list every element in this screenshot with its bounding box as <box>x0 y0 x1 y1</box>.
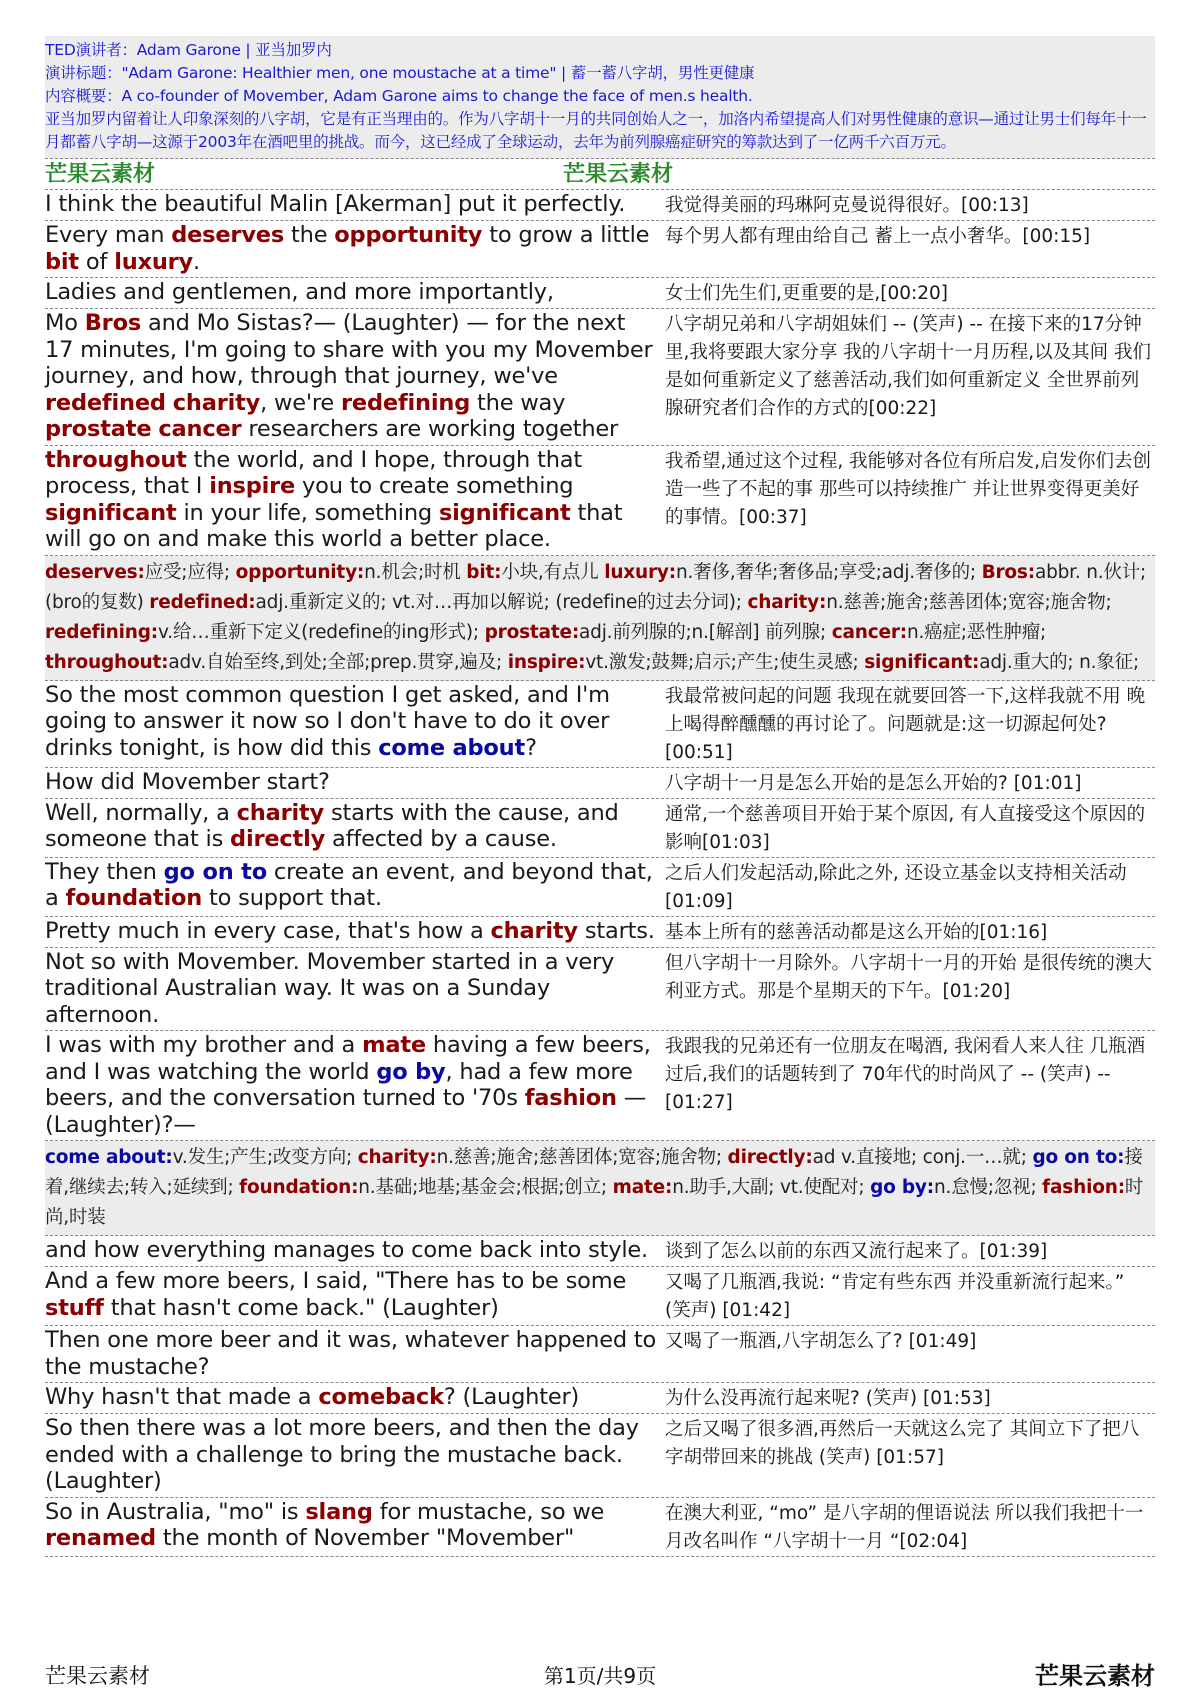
keyword: Bros <box>84 310 142 336</box>
vocab-definition: 接着,继续去;转入;延续到; <box>45 1147 1143 1198</box>
vocab-term: Bros: <box>981 561 1035 583</box>
sentence-text: Well, normally, a <box>45 799 237 826</box>
transcript-row <box>45 1498 1155 1557</box>
english-sentence <box>45 278 657 308</box>
chinese-translation: 八字胡十一月是怎么开始的是怎么开始的? [01:01] <box>665 772 1082 794</box>
vocab-term: luxury: <box>604 561 676 583</box>
keyword: deserves <box>171 222 285 248</box>
keyword: stuff <box>45 1294 104 1321</box>
vocab-definition: 小块,有点儿 <box>501 561 599 583</box>
vocab-term: cancer: <box>831 621 907 643</box>
chinese-translation: 我跟我的兄弟还有一位朋友在喝酒, 我闲看人来人往 几瓶酒过后,我们的话题转到了 70年代的时尚风了 -- (笑声) --[01:27] <box>665 1036 1146 1113</box>
vocab-term: go by: <box>870 1177 934 1198</box>
transcript-row <box>45 799 1155 858</box>
vocab-term: foundation: <box>239 1177 359 1198</box>
sentence-text: So the most common question I get asked, and I'm going to answer it now so I don't have to do it over drinks tonight, is how did this <box>45 681 610 761</box>
english-sentence <box>45 858 657 916</box>
transcript-block-3 <box>45 1236 1155 1557</box>
vocab-term: prostate: <box>484 621 580 643</box>
sentence-text: , we're <box>260 389 342 416</box>
keyword: charity <box>172 389 261 416</box>
chinese-translation: 谈到了怎么以前的东西又流行起来了。[01:39] <box>665 1241 1048 1262</box>
vocab-term: redefined: <box>149 591 256 613</box>
sentence-text: create an event, and beyond that, a <box>45 858 653 911</box>
vocab-definition: n.奢侈,奢华;奢侈品;享受;adj.奢侈的; <box>675 561 976 583</box>
transcript-row <box>45 917 1155 948</box>
vocab-definition: v.给…重新下定义(redefine的ing形式); <box>157 621 479 643</box>
keyword: prostate <box>45 416 152 442</box>
sentence-text: the month of November "Movember" <box>155 1525 575 1551</box>
footer-watermark-right: 芒果云素材 <box>1035 1661 1155 1690</box>
vocab-definition: n.助手,大副; vt.使配对; <box>672 1177 865 1198</box>
chinese-translation: 之后人们发起活动,除此之外, 还设立基金以支持相关活动[01:09] <box>665 862 1127 912</box>
keyword: redefining <box>341 389 471 416</box>
english-sentence <box>45 768 657 798</box>
sentence-text: So then there was a lot more beers, and then the day ended with a challenge to bring the mustache back. (Laughter) <box>45 1415 639 1494</box>
keyword: charity <box>236 799 325 826</box>
transcript-row <box>45 1414 1155 1498</box>
chinese-translation: 在澳大利亚, “mo” 是八字胡的俚语说法 所以我们我把十一月改名叫作 “八字胡十一月 “[02:04] <box>665 1502 1144 1552</box>
vocab-term: throughout: <box>45 651 169 673</box>
chinese-translation: 通常,一个慈善项目开始于某个原因, 有人直接受这个原因的影响[01:03] <box>665 803 1146 853</box>
sentence-text: , had a few more beers, and the conversation turned to '70s <box>45 1058 633 1111</box>
sentence-text: starts with the cause, and someone that is <box>45 799 619 852</box>
transcript-row <box>45 446 1155 556</box>
chinese-translation: 八字胡兄弟和八字胡姐妹们 -- (笑声) -- 在接下来的17分钟里,我将要跟大家分享 我的八字胡十一月历程,以及其间 我们是如何重新定义了慈善活动,我们如何重新定义 全世界前列腺研究者们合作的方式的[00:22] <box>665 314 1152 419</box>
vocab-term: inspire: <box>507 651 586 673</box>
vocab-definition: v.发生;产生;改变方向; <box>172 1147 353 1168</box>
keyword: throughout <box>45 446 187 473</box>
vocab-definition: n.机会;时机 <box>364 561 461 583</box>
speaker-line: TED演讲者：Adam Garone | 亚当加罗内 <box>45 41 332 59</box>
keyword: inspire <box>209 473 296 499</box>
chinese-translation: 又喝了几瓶酒,我说: “肯定有些东西 并没重新流行起来。” (笑声) [01:42] <box>665 1272 1125 1321</box>
keyword: directly <box>230 826 326 852</box>
vocab-definition: abbr. n.伙计; (bro的复数) <box>45 561 1147 613</box>
chinese-translation: 之后又喝了很多酒,再然后一天就这么完了 其间立下了把八字胡带回来的挑战 (笑声) [01:57] <box>665 1419 1140 1468</box>
sentence-text: So in Australia, "mo" is <box>45 1498 306 1525</box>
watermark-row <box>45 159 1155 190</box>
sentence-text: . <box>193 248 200 275</box>
sentence-text: ? (Laughter) <box>443 1384 580 1410</box>
sentence-text: I was with my brother and a <box>45 1032 363 1058</box>
sentence-text: in your life, something <box>176 499 439 526</box>
english-sentence <box>45 446 657 555</box>
watermark-mid: 芒果云素材 <box>563 161 674 187</box>
vocab-block-1 <box>45 556 1155 681</box>
sentence-text: How did Movember start? <box>45 768 330 795</box>
english-sentence <box>45 190 657 220</box>
vocab-definition: n.怠慢;忽视; <box>934 1177 1037 1198</box>
english-sentence <box>45 1236 657 1266</box>
keyword: foundation <box>65 885 203 911</box>
vocab-definition: n.基础;地基;基金会;根据;创立; <box>358 1177 607 1198</box>
chinese-translation: 每个男人都有理由给自己 蓄上一点小奢华。[00:15] <box>665 226 1091 247</box>
vocab-definition: adj.重新定义的; vt.对…再加以解说; (redefine的过去分词); <box>255 591 742 613</box>
sentence-text: to grow a little <box>482 222 650 248</box>
sentence-text: Why hasn't that made a <box>45 1384 319 1410</box>
vocab-term: mate: <box>612 1177 673 1198</box>
vocab-definition: 应受;应得; <box>144 561 230 583</box>
keyword: bit <box>45 248 79 275</box>
keyword: fashion <box>524 1085 617 1111</box>
vocab-term: redefining: <box>45 621 158 643</box>
sentence-text <box>166 390 173 416</box>
sentence-text: — (Laughter)?— <box>45 1085 647 1138</box>
keyword: significant <box>45 499 177 526</box>
english-sentence <box>45 1383 657 1413</box>
vocab-term: opportunity: <box>235 561 365 583</box>
sentence-text: researchers are working together <box>241 416 619 442</box>
vocab-definition: n.癌症;恶性肿瘤; <box>906 621 1047 643</box>
english-sentence <box>45 917 657 947</box>
keyword: charity <box>490 917 578 944</box>
transcript-row <box>45 278 1155 309</box>
vocab-definition: adv.自始至终,到处;全部;prep.贯穿,遍及; <box>168 651 503 673</box>
description-line: 亚当加罗内留着让人印象深刻的八字胡，它是有正当理由的。作为八字胡十一月的共同创始人之一，加洛内希望提高人们对男性健康的意识—通过让男士们每年十一月都蓄八字胡—这源于2003年在酒吧里的挑战。而今，这已经成了全球运动，去年为前列腺癌症研究的筹款达到了一亿两千六百万元。 <box>45 110 1147 151</box>
sentence-text: Mo <box>45 310 85 336</box>
keyword: go on to <box>163 858 267 885</box>
sentence-text: the <box>284 222 335 248</box>
transcript-row <box>45 858 1155 917</box>
english-sentence <box>45 1414 657 1497</box>
english-sentence <box>45 1498 657 1556</box>
vocab-definition: n.慈善;施舍;慈善团体;宽容;施舍物; <box>436 1147 722 1168</box>
keyword: significant <box>438 499 571 526</box>
transcript-row <box>45 1031 1155 1141</box>
keyword: renamed <box>45 1525 156 1551</box>
sentence-text: starts. <box>577 917 655 944</box>
sentence-text: the world, and I hope, through that process, that I <box>45 446 582 499</box>
sentence-text: for mustache, so we <box>372 1498 605 1525</box>
sentence-text: They then <box>45 858 164 885</box>
english-sentence <box>45 1267 657 1325</box>
talk-info-header <box>45 36 1155 159</box>
page-footer <box>45 1660 1155 1690</box>
footer-watermark-left: 芒果云素材 <box>45 1664 150 1688</box>
english-sentence <box>45 309 657 445</box>
vocab-term: directly: <box>727 1147 813 1168</box>
english-sentence <box>45 1326 657 1382</box>
keyword: opportunity <box>334 222 483 248</box>
transcript-row <box>45 681 1155 768</box>
vocab-term: significant: <box>864 651 980 673</box>
chinese-translation: 我希望,通过这个过程, 我能够对各位有所启发,启发你们去创造一些了不起的事 那些可以持续推广 并让世界变得更美好的事情。[00:37] <box>665 450 1152 528</box>
english-sentence <box>45 1031 657 1140</box>
chinese-translation: 但八字胡十一月除外。八字胡十一月的开始 是很传统的澳大利亚方式。那是个星期天的下午。[01:20] <box>665 952 1152 1002</box>
keyword: cancer <box>158 416 242 442</box>
sentence-text: and Mo Sistas?— (Laughter) — for the next 17 minutes, I'm going to share with you my Movember journey, and how, through that journey, we've <box>45 310 653 389</box>
chinese-translation: 又喝了一瓶酒,八字胡怎么了? [01:49] <box>665 1331 977 1352</box>
transcript-block-1 <box>45 190 1155 556</box>
vocab-block-2 <box>45 1141 1155 1236</box>
sentence-text: ? <box>525 734 537 761</box>
transcript-row <box>45 1326 1155 1383</box>
vocab-definition: ad v.直接地; conj.一…就; <box>812 1147 1027 1168</box>
keyword: go by <box>376 1058 446 1085</box>
english-sentence <box>45 681 657 767</box>
vocab-term: fashion: <box>1042 1177 1125 1198</box>
sentence-text: and how everything manages to come back into style. <box>45 1237 648 1263</box>
sentence-text: you to create something <box>295 473 574 499</box>
transcript-row <box>45 1383 1155 1414</box>
document-page <box>45 36 1155 1557</box>
sentence-text: that will go on and make this world a better place. <box>45 499 623 552</box>
vocab-definition: 时尚,时装 <box>45 1177 1144 1228</box>
english-sentence <box>45 948 657 1031</box>
chinese-translation: 女士们先生们,更重要的是,[00:20] <box>665 283 949 304</box>
keyword: slang <box>305 1498 373 1525</box>
sentence-text: Not so with Movember. Movember started in a very traditional Australian way. It was on a Sunday afternoon. <box>45 948 615 1028</box>
sentence-text: the way <box>470 389 566 416</box>
transcript-row <box>45 1236 1155 1267</box>
vocab-definition: adj.前列腺的;n.[解剖] 前列腺; <box>579 621 827 643</box>
transcript-row <box>45 221 1155 278</box>
page-number: 第1页/共9页 <box>543 1664 657 1688</box>
sentence-text: having a few beers, and I was watching the world <box>45 1032 651 1085</box>
transcript-row <box>45 1267 1155 1326</box>
sentence-text: affected by a cause. <box>325 826 557 852</box>
keyword: redefined <box>45 389 166 416</box>
transcript-row <box>45 948 1155 1032</box>
chinese-translation: 我最常被问起的问题 我现在就要回答一下,这样我就不用 晚上喝得醉醺醺的再讨论了。问题就是:这一切源起何处? [00:51] <box>665 685 1146 763</box>
english-sentence <box>45 221 657 277</box>
vocab-term: bit: <box>466 561 502 583</box>
sentence-text: of <box>78 248 115 275</box>
sentence-text: And a few more beers, I said, "There has to be some <box>45 1268 627 1294</box>
keyword: mate <box>362 1032 426 1058</box>
vocab-definition: vt.激发;鼓舞;启示;产生;使生灵感; <box>585 651 859 673</box>
title-line: 演讲标题："Adam Garone: Healthier men, one moustache at a time" | 蓄一蓄八字胡，男性更健康 <box>45 64 755 82</box>
chinese-translation: 为什么没再流行起来呢? (笑声) [01:53] <box>665 1388 991 1409</box>
keyword: luxury <box>114 248 194 275</box>
keyword: come about <box>378 734 526 761</box>
english-sentence <box>45 799 657 857</box>
transcript-row <box>45 190 1155 221</box>
chinese-translation: 基本上所有的慈善活动都是这么开始的[01:16] <box>665 921 1048 943</box>
sentence-text: Every man <box>45 222 172 248</box>
sentence-text: that hasn't come back." (Laughter) <box>103 1294 499 1321</box>
sentence-text: to support that. <box>202 885 382 911</box>
vocab-definition: n.慈善;施舍;慈善团体;宽容;施舍物; <box>826 591 1112 613</box>
transcript-row <box>45 309 1155 446</box>
chinese-translation: 我觉得美丽的玛琳阿克曼说得很好。[00:13] <box>665 195 1029 216</box>
sentence-text: Ladies and gentlemen, and more importantly, <box>45 279 554 305</box>
vocab-term: go on to: <box>1032 1147 1125 1168</box>
vocab-term: deserves: <box>45 561 145 583</box>
vocab-term: charity: <box>747 591 827 613</box>
watermark-left: 芒果云素材 <box>45 161 156 187</box>
vocab-term: come about: <box>45 1147 173 1168</box>
vocab-definition: adj.重大的; n.象征; <box>979 651 1139 673</box>
sentence-text: Pretty much in every case, that's how a <box>45 917 491 944</box>
keyword: comeback <box>318 1384 444 1410</box>
vocab-term: charity: <box>357 1147 437 1168</box>
sentence-text: Then one more beer and it was, whatever happened to the mustache? <box>45 1327 657 1380</box>
summary-line: 内容概要：A co-founder of Movember, Adam Garone aims to change the face of men.s health. <box>45 87 753 105</box>
sentence-text: I think the beautiful Malin [Akerman] put it perfectly. <box>45 191 626 217</box>
transcript-block-2 <box>45 681 1155 1142</box>
transcript-row <box>45 768 1155 799</box>
